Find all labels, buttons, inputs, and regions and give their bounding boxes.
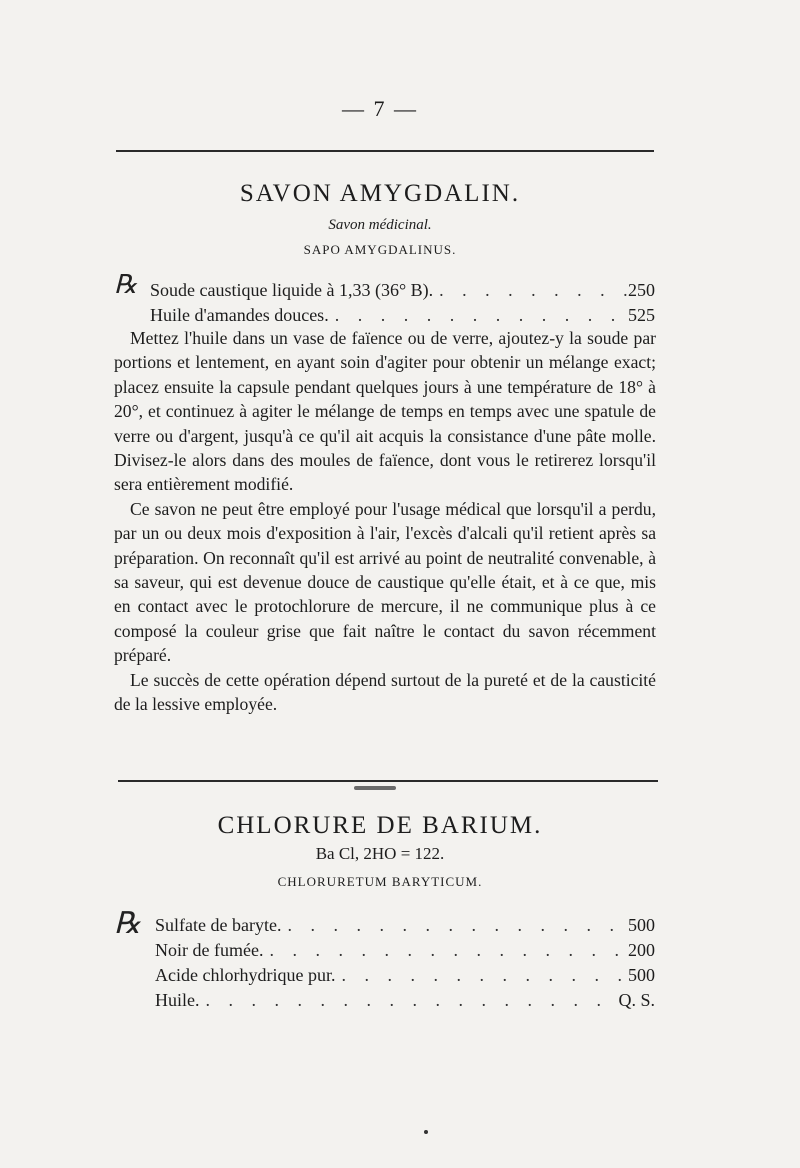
- leader-dots: [281, 912, 628, 938]
- print-speck: [424, 1130, 428, 1134]
- ingredient-line: [150, 302, 655, 328]
- latin-name-barium: CHLORURETUM BARYTICUM.: [277, 874, 483, 889]
- savon-instructions: [114, 326, 656, 717]
- section-title-savon: SAVON AMYGDALIN.: [239, 180, 521, 207]
- recipe-icon: ℞: [114, 907, 141, 940]
- ingredient-name: Sulfate de baryte.: [155, 915, 282, 935]
- page-number: — 7 —: [342, 96, 418, 121]
- section-title-barium: CHLORURE DE BARIUM.: [217, 812, 543, 839]
- ingredient-name: Soude caustique liquide à 1,33 (36° B).: [150, 280, 434, 300]
- ingredient-quantity: 500: [628, 915, 655, 935]
- leader-dots: [335, 962, 628, 988]
- paragraph: Le succès de cette opération dépend surtout de la pureté et de la causticité de la lessive employée.: [114, 669, 656, 715]
- ingredient-name: Huile d'amandes douces.: [150, 305, 329, 325]
- paragraph: Mettez l'huile dans un vase de faïence ou de verre, ajoutez-y la soude par portions et lentement, en ayant soin d'agiter pour obtenir un mélange exact; placez ensuite la capsule pendant quelques jours à une température de 18° à 20°, et continuez à agiter le mélange de temps en temps avec une spatule de verre ou d'argent, jusqu'à ce qu'il ait acquis la consistance d'une pâte molle. Divisez-le alors dans des moules de faïence, dont vous le retirerez lorsqu'il sera entièrement modifié.: [114, 328, 656, 495]
- ingredient-name: Huile.: [155, 990, 200, 1010]
- paragraph: Ce savon ne peut être employé pour l'usage médical que lorsqu'il a perdu, par un ou deux mois d'exposition à l'air, l'excès d'alcali qu'il retient après sa préparation. On reconnaît qu'il est arrivé au point de neutralité convenable, à sa saveur, qui est devenue douce de caustique qu'elle était, et à ce que, mis en contact avec le protochlorure de mercure, il ne communique plus à ce composé la couleur grise que fait naître le contact du savon récemment préparé.: [114, 498, 656, 666]
- ingredient-line: [155, 937, 655, 963]
- ingredient-name: Acide chlorhydrique pur.: [155, 965, 336, 985]
- ingredient-line: [155, 912, 655, 938]
- ingredient-line: [150, 277, 655, 303]
- top-rule: [116, 150, 654, 152]
- ingredient-line: [155, 987, 655, 1013]
- divider-ornament: [354, 786, 396, 790]
- ingredient-quantity: 200: [628, 940, 655, 960]
- section-subtitle-savon: Savon médicinal.: [328, 217, 432, 233]
- ingredient-quantity: 500: [628, 965, 655, 985]
- ingredient-quantity: 250: [628, 280, 655, 300]
- latin-name-savon: SAPO AMYGDALINUS.: [303, 242, 457, 257]
- recipe-icon: ℞: [114, 270, 138, 299]
- chemical-formula: Ba Cl, 2HO = 122.: [315, 844, 445, 863]
- leader-dots: [329, 302, 628, 328]
- ingredient-line: [155, 962, 655, 988]
- ingredient-quantity: 525: [628, 305, 655, 325]
- ingredient-name: Noir de fumée.: [155, 940, 264, 960]
- leader-dots: [263, 937, 628, 963]
- ingredient-quantity: Q. S.: [618, 990, 655, 1010]
- leader-dots: [200, 987, 619, 1013]
- leader-dots: [433, 277, 628, 303]
- section-divider: [118, 780, 658, 782]
